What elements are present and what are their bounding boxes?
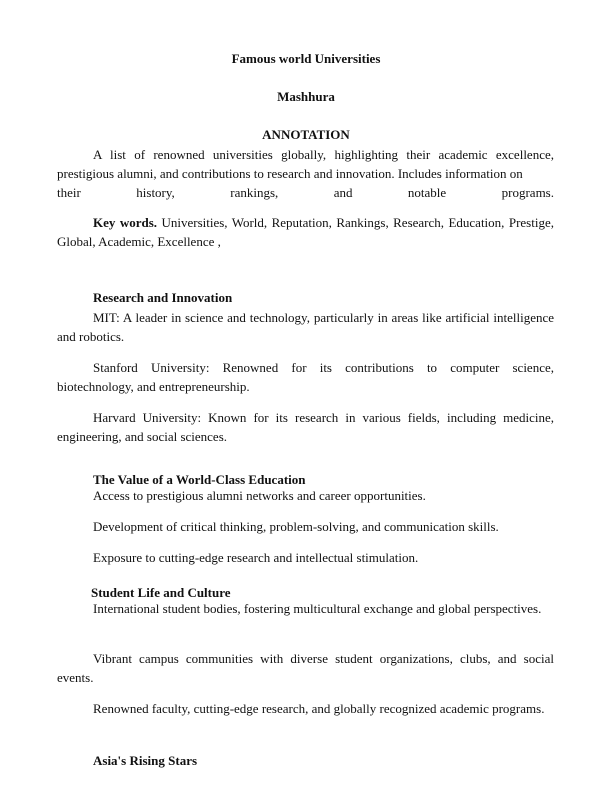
paragraph-research-exposure: Exposure to cutting-edge research and intellectual stimulation. (93, 550, 419, 565)
section-heading-value: The Value of a World-Class Education (93, 472, 306, 487)
paragraph-critical-thinking: Development of critical thinking, problem-solving, and communication skills. (93, 519, 499, 534)
paragraph-harvard: Harvard University: Known for its research in various fields, including medicine, engineering, and social sciences. (57, 410, 554, 444)
keywords-paragraph (57, 213, 554, 251)
section-heading-student-life: Student Life and Culture (91, 585, 231, 600)
annotation-heading: ANNOTATION (262, 127, 350, 142)
document-title: Famous world Universities (231, 51, 381, 66)
keywords-label: Key words. (93, 215, 158, 230)
paragraph-campus: Vibrant campus communities with diverse student organizations, clubs, and social events. (57, 651, 554, 685)
paragraph-mit: MIT: A leader in science and technology, particularly in areas like artificial intelligence and robotics. (57, 310, 554, 344)
paragraph-international: International student bodies, fostering multicultural exchange and global perspectives. (93, 601, 542, 616)
annotation-text-last-line: their history, rankings, and notable programs. (57, 185, 554, 200)
paragraph-alumni: Access to prestigious alumni networks and career opportunities. (93, 488, 426, 503)
section-heading-asia: Asia's Rising Stars (93, 753, 198, 768)
annotation-text-main: A list of renowned universities globally, highlighting their academic excellence, prestigious alumni, and contributions to research and innovation. Includes information on (57, 147, 554, 181)
paragraph-faculty: Renowned faculty, cutting-edge research, and globally recognized academic programs. (93, 701, 545, 716)
section-heading-research: Research and Innovation (93, 290, 233, 305)
paragraph-stanford: Stanford University: Renowned for its contributions to computer science, biotechnology, and entrepreneurship. (57, 360, 554, 394)
keywords-text: Universities, World, Reputation, Rankings, Research, Education, Prestige, Global, Academic, Excellence , (57, 215, 554, 249)
annotation-paragraph (57, 145, 554, 202)
author-name: Mashhura (277, 89, 335, 104)
